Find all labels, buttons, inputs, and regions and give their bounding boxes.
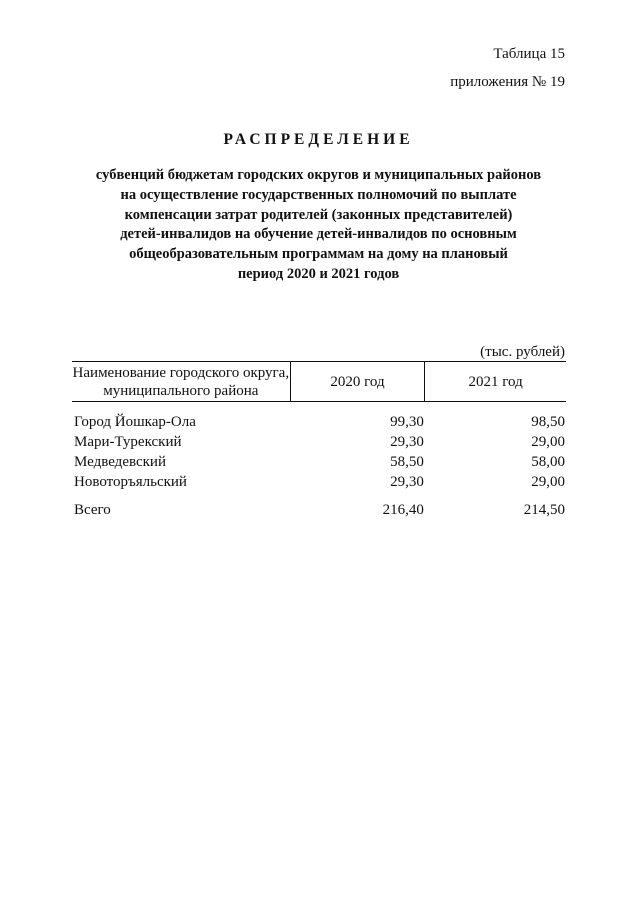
table-row <box>72 432 566 452</box>
total-2021: 214,50 <box>523 502 565 518</box>
district-name: Мари-Турекский <box>74 434 182 450</box>
total-label: Всего <box>74 502 111 518</box>
table-header-row <box>72 362 566 402</box>
value-2021: 29,00 <box>531 434 565 450</box>
table-number-label: Таблица 15 <box>493 46 565 62</box>
document-title: РАСПРЕДЕЛЕНИЕ <box>223 131 414 148</box>
subtitle-line: субвенций бюджетам городских округов и муниципальных районов <box>95 167 542 183</box>
value-2020: 29,30 <box>390 434 424 450</box>
document-subtitle <box>60 166 577 285</box>
district-name: Медведевский <box>74 454 166 470</box>
column-header-2021: 2021 год <box>425 362 566 402</box>
total-2020: 216,40 <box>382 502 424 518</box>
subtitle-line: на осуществление государственных полномочий по выплате <box>120 186 517 203</box>
distribution-table <box>72 361 566 520</box>
total-row <box>72 500 566 520</box>
value-2020: 29,30 <box>390 474 424 490</box>
subtitle-line: период 2020 и 2021 годов <box>237 265 400 282</box>
appendix-number-label: приложения № 19 <box>450 74 565 90</box>
table-row <box>72 412 566 432</box>
value-2021: 98,50 <box>531 414 565 430</box>
district-name: Город Йошкар-Ола <box>74 414 196 430</box>
value-2021: 58,00 <box>531 454 565 470</box>
value-2020: 99,30 <box>390 414 424 430</box>
subtitle-line: общеобразовательным программам на дому на плановый <box>129 246 508 263</box>
column-header-district: Наименование городского округа, муниципального района <box>72 362 290 402</box>
table-row <box>72 472 566 492</box>
value-2020: 58,50 <box>390 454 424 470</box>
table-row <box>72 452 566 472</box>
subtitle-line: компенсации затрат родителей (законных представителей) <box>124 206 513 223</box>
value-2021: 29,00 <box>531 474 565 490</box>
units-label: (тыс. рублей) <box>480 344 565 360</box>
subtitle-line: детей-инвалидов на обучение детей-инвалидов по основным <box>120 226 517 243</box>
district-name: Новоторъяльский <box>74 474 187 490</box>
column-header-2020: 2020 год <box>290 362 425 402</box>
